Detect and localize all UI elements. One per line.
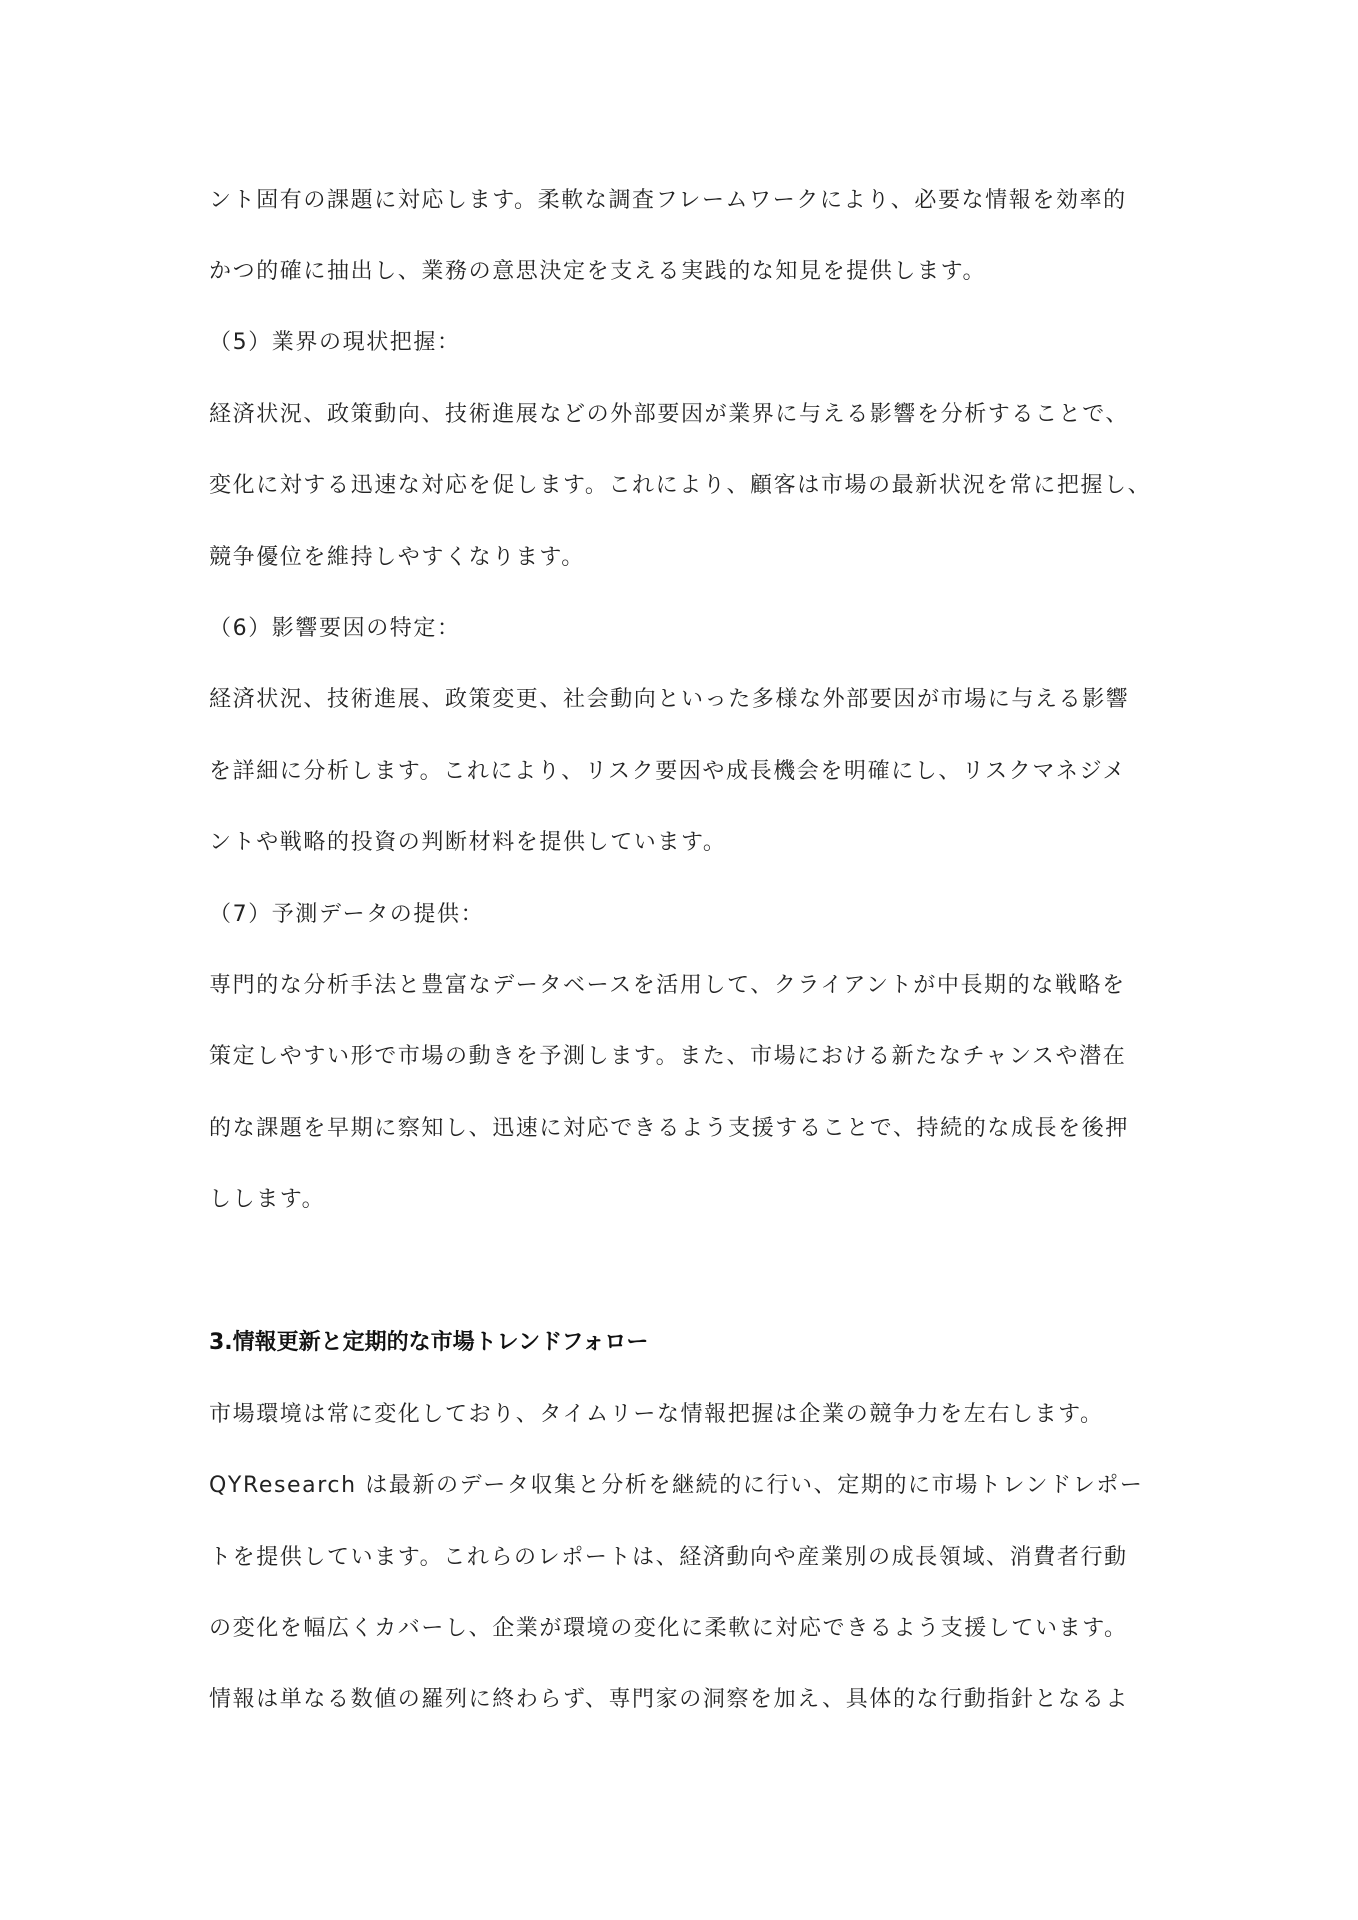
body-line: QYResearch は最新のデータ収集と分析を継続的に行い、定期的に市場トレンドレポー [209,1473,1144,1498]
body-line: ント固有の課題に対応します。柔軟な調査フレームワークにより、必要な情報を効率的 [209,188,1127,213]
body-line: 経済状況、政策動向、技術進展などの外部要因が業界に与える影響を分析することで、 [209,402,1129,427]
body-line: 変化に対する迅速な対応を促します。これにより、顧客は市場の最新状況を常に把握し、 [209,473,1152,498]
body-line: の変化を幅広くカバーし、企業が環境の変化に柔軟に対応できるよう支援しています。 [209,1616,1128,1641]
body-line: 的な課題を早期に察知し、迅速に対応できるよう支援することで、持続的な成長を後押 [209,1116,1129,1141]
body-line: ントや戦略的投資の判断材料を提供しています。 [209,830,727,855]
body-line: トを提供しています。これらのレポートは、経済動向や産業別の成長領域、消費者行動 [209,1545,1128,1570]
body-line: 専門的な分析手法と豊富なデータベースを活用して、クライアントが中長期的な戦略を [209,973,1126,998]
subheading: （5）業界の現状把握： [209,330,461,355]
body-line: 市場環境は常に変化しており、タイムリーな情報把握は企業の競争力を左右します。 [209,1402,1104,1427]
section-heading: 3.情報更新と定期的な市場トレンドフォロー [209,1330,649,1355]
body-line: 経済状況、技術進展、政策変更、社会動向といった多様な外部要因が市場に与える影響 [209,687,1130,712]
body-line: 情報は単なる数値の羅列に終わらず、専門家の洞察を加え、具体的な行動指針となるよ [209,1687,1129,1712]
body-line: を詳細に分析します。これにより、リスク要因や成長機会を明確にし、リスクマネジメ [209,759,1127,784]
subheading: （6）影響要因の特定： [209,616,461,641]
body-line: かつ的確に抽出し、業務の意思決定を支える実践的な知見を提供します。 [209,259,987,284]
body-line: 競争優位を維持しやすくなります。 [209,545,585,570]
body-line: しします。 [209,1187,326,1212]
body-line: 策定しやすい形で市場の動きを予測します。また、市場における新たなチャンスや潜在 [209,1044,1127,1069]
subheading: （7）予測データの提供： [209,902,485,927]
